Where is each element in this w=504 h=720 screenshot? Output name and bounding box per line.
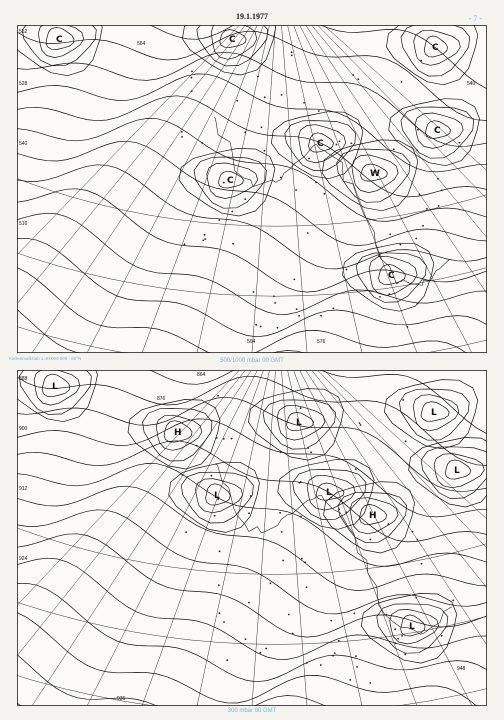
station-marker [310, 451, 312, 453]
station-marker [338, 640, 340, 642]
station-marker [248, 602, 250, 604]
meridian-line [17, 25, 246, 353]
station-marker [401, 81, 403, 83]
station-marker [301, 558, 303, 560]
station-marker [417, 303, 419, 305]
isoline [17, 165, 487, 269]
station-marker [404, 653, 406, 655]
station-marker [298, 315, 300, 317]
station-marker [295, 189, 297, 191]
station-marker [196, 445, 198, 447]
station-marker [236, 100, 238, 102]
station-marker [279, 512, 281, 514]
parallel-line [17, 615, 487, 706]
station-marker [231, 438, 233, 440]
station-marker [245, 638, 247, 640]
isoline [17, 609, 487, 706]
meridian-line [324, 25, 488, 353]
station-marker [204, 238, 206, 240]
station-marker [201, 142, 203, 144]
station-marker [334, 652, 336, 654]
station-marker [218, 219, 220, 221]
isoline-value-label: 528 [19, 81, 28, 87]
station-marker [191, 77, 193, 79]
pressure-system-symbol: C [317, 139, 324, 149]
station-marker [244, 198, 246, 200]
station-marker [300, 516, 302, 518]
station-marker [369, 682, 371, 684]
lower-map-caption: 300 mbar 00 GMT [227, 708, 277, 714]
isoline-value-label: 504 [247, 339, 256, 345]
station-marker [308, 158, 310, 160]
station-marker [318, 110, 320, 112]
meridian-line [87, 25, 258, 353]
station-marker [181, 131, 183, 133]
station-marker [355, 468, 357, 470]
station-marker [261, 126, 263, 128]
station-marker [346, 269, 348, 271]
isoline-value-label: 864 [197, 372, 206, 378]
station-marker [300, 407, 302, 409]
station-marker [185, 531, 187, 533]
station-marker [306, 662, 308, 664]
station-marker [417, 129, 419, 131]
station-marker [336, 144, 338, 146]
station-marker [211, 475, 213, 477]
station-marker [303, 102, 305, 104]
station-marker [296, 308, 298, 310]
isoline-value-label: 540 [467, 81, 476, 87]
isoline [17, 441, 487, 542]
pressure-system-symbol: L [431, 408, 437, 418]
station-marker [214, 515, 216, 517]
station-marker [293, 279, 295, 281]
station-marker [389, 234, 391, 236]
station-marker [223, 621, 225, 623]
closed-contour [17, 25, 102, 76]
isoline [17, 463, 487, 566]
station-marker [422, 225, 424, 227]
station-marker [219, 550, 221, 552]
coastline [214, 117, 449, 285]
isoline-value-label: 888 [19, 376, 28, 382]
station-marker [426, 208, 428, 210]
station-marker [378, 255, 380, 257]
station-marker [253, 291, 255, 293]
station-marker [306, 586, 308, 588]
station-marker [181, 136, 183, 138]
station-marker [248, 512, 250, 514]
station-marker [441, 635, 443, 637]
meridian-line [318, 25, 488, 353]
station-marker [415, 238, 417, 240]
station-marker [402, 399, 404, 401]
station-marker [274, 302, 276, 304]
station-marker [401, 635, 403, 637]
isoline-value-label: 924 [19, 556, 28, 562]
pressure-system-symbol: C [388, 271, 395, 281]
station-marker [280, 451, 282, 453]
isoline [17, 641, 487, 706]
station-marker [244, 131, 246, 133]
station-marker [349, 679, 351, 681]
station-marker [307, 232, 309, 234]
isoline-value-label: 900 [19, 426, 28, 432]
meridian-line [87, 370, 258, 706]
station-marker [226, 659, 228, 661]
pressure-system-symbol: C [56, 35, 63, 45]
upper-map-canvas [17, 25, 487, 353]
parallel-line [17, 56, 487, 226]
station-marker [288, 614, 290, 616]
station-marker [330, 620, 332, 622]
station-marker [412, 531, 414, 533]
station-marker [332, 308, 334, 310]
station-marker [257, 76, 259, 78]
station-marker [389, 293, 391, 295]
meridian-line [282, 370, 308, 706]
parallel-line [17, 217, 487, 353]
pressure-system-symbol: L [409, 622, 415, 632]
isoline-value-label: 876 [157, 396, 166, 402]
station-marker [291, 51, 293, 53]
pressure-system-symbol: L [52, 382, 58, 392]
station-marker [353, 613, 355, 615]
station-marker [264, 96, 266, 98]
station-marker [255, 324, 257, 326]
station-marker [298, 482, 300, 484]
station-marker [291, 55, 293, 57]
station-marker [420, 60, 422, 62]
station-marker [231, 211, 233, 213]
pressure-system-symbol: C [432, 43, 439, 53]
station-marker [359, 422, 361, 424]
meridian-line [252, 25, 276, 353]
station-marker [421, 563, 423, 565]
isoline-value-label: 516 [19, 221, 28, 227]
isoline [17, 25, 487, 120]
station-marker [270, 582, 272, 584]
station-marker [204, 234, 206, 236]
station-marker [265, 648, 267, 650]
station-marker [323, 193, 325, 195]
station-marker [191, 90, 193, 92]
lower-map-canvas [17, 370, 487, 706]
station-marker [355, 655, 357, 657]
station-marker [352, 74, 354, 76]
page-number: - 7 - [468, 14, 482, 23]
station-marker [217, 395, 219, 397]
pressure-system-symbol: L [296, 418, 302, 428]
station-marker [397, 638, 399, 640]
station-marker [260, 326, 262, 328]
station-marker [250, 495, 252, 497]
station-marker [282, 560, 284, 562]
station-marker [385, 614, 387, 616]
station-marker [260, 652, 262, 654]
closed-contour [22, 25, 96, 66]
upper-map-scale-note: Kartenmaßstab 1:40 000 000 · 60°N [9, 356, 82, 361]
station-marker [452, 599, 454, 601]
isoline-value-label: 948 [457, 666, 466, 672]
station-marker [370, 539, 372, 541]
station-marker [400, 244, 402, 246]
station-marker [388, 523, 390, 525]
station-marker [458, 142, 460, 144]
page-date: 19.1.1977 [236, 12, 268, 21]
pressure-system-symbol: H [369, 511, 377, 521]
station-marker [223, 438, 225, 440]
station-marker [281, 94, 283, 96]
meridian-line [17, 370, 240, 706]
station-marker [184, 243, 186, 245]
station-marker [395, 642, 397, 644]
station-marker [277, 327, 279, 329]
station-marker [320, 315, 322, 317]
station-marker [351, 142, 353, 144]
upper-map-caption: 500/1000 mbar 00 GMT [220, 358, 284, 364]
station-marker [320, 664, 322, 666]
pressure-system-symbol: L [454, 466, 460, 476]
station-marker [264, 150, 266, 152]
upper-weather-map [17, 25, 487, 353]
station-marker [292, 633, 294, 635]
pressure-system-symbol: C [227, 176, 234, 186]
station-marker [405, 440, 407, 442]
station-marker [216, 437, 218, 439]
station-marker [357, 78, 359, 80]
pressure-system-symbol: L [326, 488, 332, 498]
isoline-value-label: 936 [117, 696, 126, 702]
station-marker [332, 655, 334, 657]
isoline-value-label: 552 [19, 29, 28, 35]
station-marker [417, 539, 419, 541]
isoline [17, 213, 487, 314]
parallel-line [17, 508, 487, 706]
meridian-line [294, 25, 418, 353]
station-marker [181, 474, 183, 476]
station-marker [338, 509, 340, 511]
station-marker [419, 193, 421, 195]
station-marker [339, 140, 341, 142]
station-marker [438, 205, 440, 207]
pressure-system-symbol: W [370, 169, 380, 179]
station-marker [304, 561, 306, 563]
station-marker [416, 149, 418, 151]
station-marker [393, 148, 395, 150]
isoline-value-label: 576 [317, 339, 326, 345]
pressure-system-symbol: L [214, 491, 220, 501]
isoline-value-label: 564 [137, 41, 146, 47]
station-marker [379, 296, 381, 298]
isoline-value-label: 540 [19, 141, 28, 147]
pressure-system-symbol: H [174, 428, 182, 438]
meridian-line [312, 25, 488, 353]
station-marker [315, 182, 317, 184]
isoline-value-label: 912 [19, 486, 28, 492]
station-marker [360, 424, 362, 426]
isoline [17, 397, 487, 491]
isoline [17, 238, 487, 340]
station-marker [223, 182, 225, 184]
station-marker [437, 178, 439, 180]
pressure-system-symbol: C [434, 126, 441, 136]
parallel-line [17, 454, 487, 644]
station-marker [202, 240, 204, 242]
closed-contour [197, 25, 268, 66]
station-marker [219, 612, 221, 614]
station-marker [273, 295, 275, 297]
station-marker [394, 628, 396, 630]
meridian-line [282, 25, 308, 353]
station-marker [345, 511, 347, 513]
station-marker [307, 447, 309, 449]
station-marker [356, 666, 358, 668]
station-marker [280, 177, 282, 179]
station-marker [218, 584, 220, 586]
parallel-line [17, 110, 487, 296]
station-marker [407, 326, 409, 328]
station-marker [415, 597, 417, 599]
station-marker [281, 531, 283, 533]
station-marker [191, 71, 193, 73]
pressure-system-symbol: C [229, 35, 236, 45]
meridian-line [32, 370, 252, 706]
lower-weather-map [17, 370, 487, 706]
isoline [17, 419, 487, 517]
meridian-line [312, 370, 488, 706]
station-marker [232, 243, 234, 245]
station-marker [441, 190, 443, 192]
meridian-line [142, 370, 264, 706]
